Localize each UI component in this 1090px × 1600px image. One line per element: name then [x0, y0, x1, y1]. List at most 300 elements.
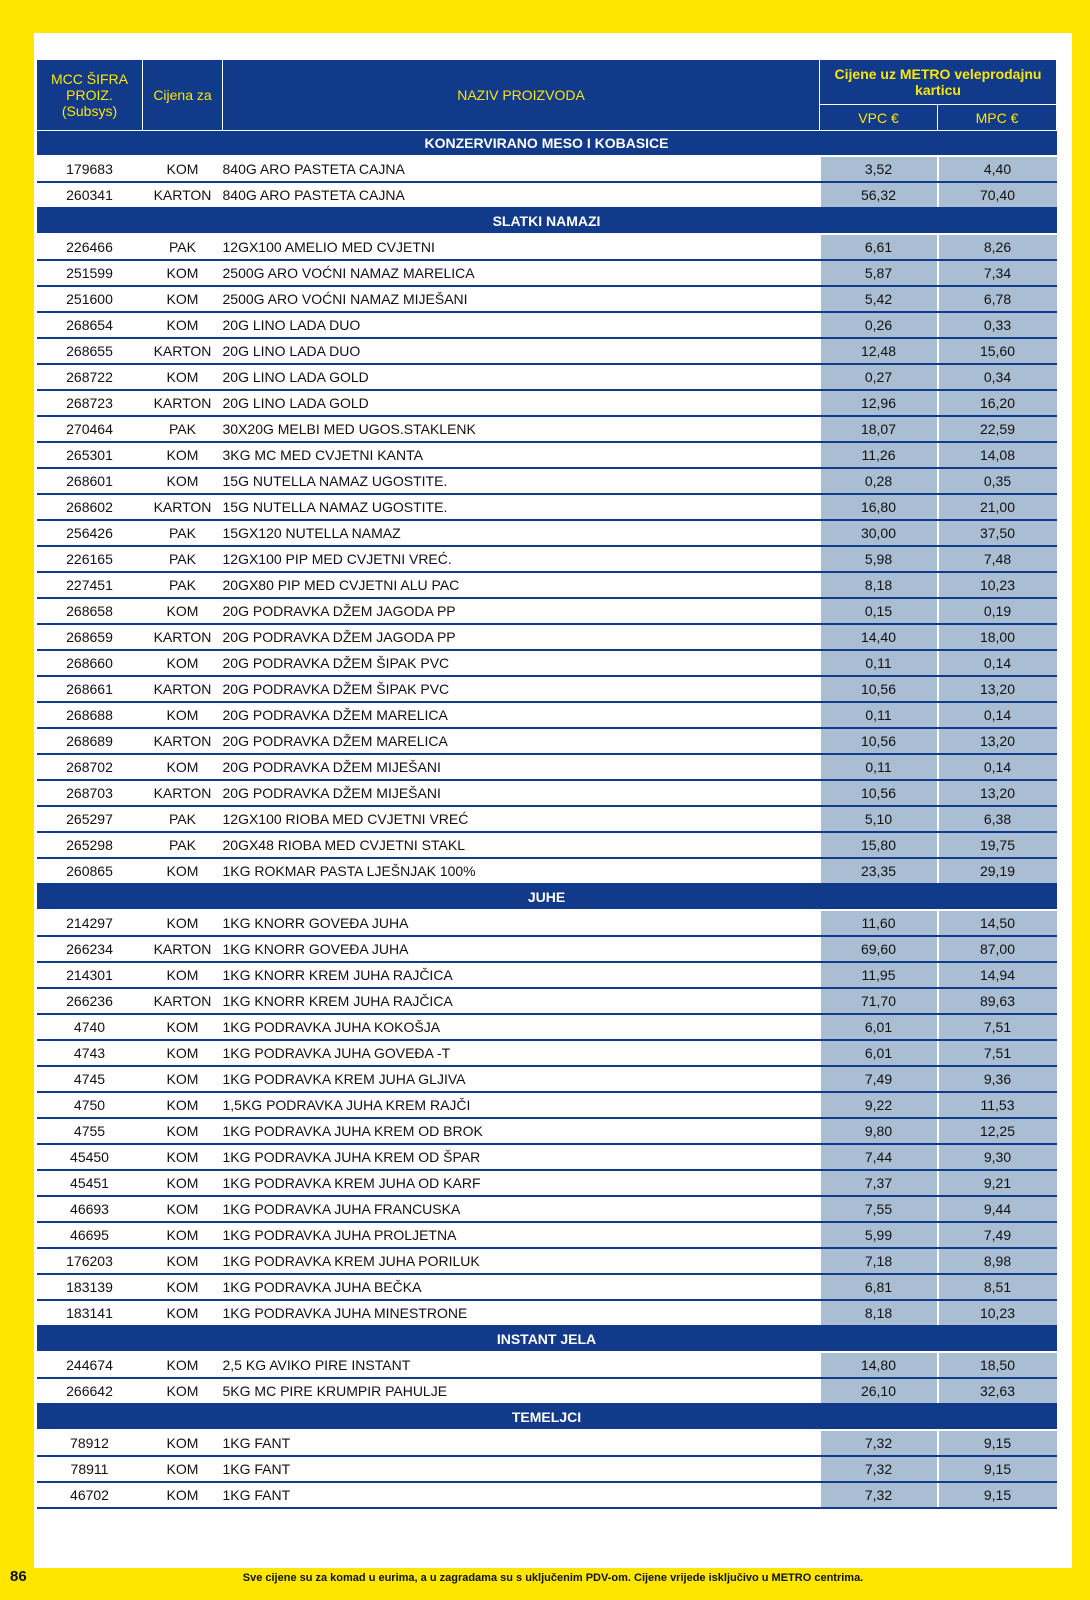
header-product-name: NAZIV PROIZVODA [223, 60, 820, 131]
price-unit: KOM [143, 1430, 223, 1456]
price-mpc: 9,21 [938, 1170, 1057, 1196]
product-name: 1KG PODRAVKA JUHA MINESTRONE [223, 1300, 820, 1326]
header-vpc: VPC € [820, 105, 938, 131]
product-name: 1KG PODRAVKA KREM JUHA GLJIVA [223, 1066, 820, 1092]
product-code: 4755 [37, 1118, 143, 1144]
product-name: 15G NUTELLA NAMAZ UGOSTITE. [223, 468, 820, 494]
product-code: 256426 [37, 520, 143, 546]
price-unit: KOM [143, 1274, 223, 1300]
table-row [37, 832, 1057, 858]
price-vpc: 0,11 [820, 650, 938, 676]
section-header [37, 131, 1057, 157]
price-vpc: 7,32 [820, 1482, 938, 1508]
price-vpc: 11,95 [820, 962, 938, 988]
price-unit: KOM [143, 1040, 223, 1066]
table-row [37, 936, 1057, 962]
header-code: MCC ŠIFRA PROIZ. (Subsys) [37, 60, 143, 131]
section-title: INSTANT JELA [37, 1326, 1057, 1352]
price-unit: PAK [143, 416, 223, 442]
product-code: 268659 [37, 624, 143, 650]
product-code: 268602 [37, 494, 143, 520]
table-row [37, 390, 1057, 416]
header-mpc: MPC € [938, 105, 1057, 131]
section-title: KONZERVIRANO MESO I KOBASICE [37, 131, 1057, 157]
price-unit: PAK [143, 234, 223, 260]
price-mpc: 9,15 [938, 1482, 1057, 1508]
product-code: 46695 [37, 1222, 143, 1248]
price-vpc: 18,07 [820, 416, 938, 442]
price-vpc: 5,87 [820, 260, 938, 286]
price-unit: KARTON [143, 936, 223, 962]
price-mpc: 0,34 [938, 364, 1057, 390]
product-name: 1,5KG PODRAVKA JUHA KREM RAJČI [223, 1092, 820, 1118]
section-header [37, 884, 1057, 910]
price-mpc: 11,53 [938, 1092, 1057, 1118]
product-code: 266236 [37, 988, 143, 1014]
product-code: 4743 [37, 1040, 143, 1066]
price-mpc: 0,14 [938, 702, 1057, 728]
product-code: 226466 [37, 234, 143, 260]
price-mpc: 37,50 [938, 520, 1057, 546]
table-row [37, 1300, 1057, 1326]
price-mpc: 9,36 [938, 1066, 1057, 1092]
price-unit: KARTON [143, 182, 223, 208]
price-mpc: 12,25 [938, 1118, 1057, 1144]
price-mpc: 0,14 [938, 650, 1057, 676]
price-vpc: 5,42 [820, 286, 938, 312]
price-vpc: 5,10 [820, 806, 938, 832]
table-row [37, 338, 1057, 364]
price-unit: KOM [143, 1170, 223, 1196]
price-vpc: 26,10 [820, 1378, 938, 1404]
product-code: 268702 [37, 754, 143, 780]
product-code: 45451 [37, 1170, 143, 1196]
product-name: 20G PODRAVKA DŽEM MARELICA [223, 728, 820, 754]
price-mpc: 9,44 [938, 1196, 1057, 1222]
table-row [37, 1482, 1057, 1508]
product-code: 179683 [37, 156, 143, 182]
product-name: 12GX100 RIOBA MED CVJETNI VREĆ [223, 806, 820, 832]
price-mpc: 10,23 [938, 572, 1057, 598]
header-prices: Cijene uz METRO veleprodajnu karticu [820, 60, 1057, 105]
product-code: 268703 [37, 780, 143, 806]
price-unit: KOM [143, 1196, 223, 1222]
product-code: 227451 [37, 572, 143, 598]
price-unit: KARTON [143, 988, 223, 1014]
price-unit: KOM [143, 1014, 223, 1040]
product-code: 78911 [37, 1456, 143, 1482]
price-unit: KOM [143, 260, 223, 286]
price-vpc: 10,56 [820, 676, 938, 702]
product-name: 20G LINO LADA DUO [223, 338, 820, 364]
price-vpc: 14,80 [820, 1352, 938, 1378]
product-code: 268722 [37, 364, 143, 390]
table-row [37, 780, 1057, 806]
section-header [37, 1326, 1057, 1352]
price-unit: KOM [143, 286, 223, 312]
price-vpc: 7,49 [820, 1066, 938, 1092]
price-vpc: 69,60 [820, 936, 938, 962]
product-code: 214297 [37, 910, 143, 936]
price-unit: KOM [143, 650, 223, 676]
product-name: 5KG MC PIRE KRUMPIR PAHULJE [223, 1378, 820, 1404]
price-unit: KOM [143, 1248, 223, 1274]
product-name: 1KG PODRAVKA JUHA KOKOŠJA [223, 1014, 820, 1040]
product-name: 15G NUTELLA NAMAZ UGOSTITE. [223, 494, 820, 520]
product-name: 1KG PODRAVKA JUHA KREM OD BROK [223, 1118, 820, 1144]
product-name: 1KG ROKMAR PASTA LJEŠNJAK 100% [223, 858, 820, 884]
price-vpc: 11,26 [820, 442, 938, 468]
product-code: 4745 [37, 1066, 143, 1092]
price-mpc: 14,08 [938, 442, 1057, 468]
product-name: 1KG FANT [223, 1456, 820, 1482]
section-title: SLATKI NAMAZI [37, 208, 1057, 234]
product-code: 270464 [37, 416, 143, 442]
price-unit: PAK [143, 806, 223, 832]
price-vpc: 0,26 [820, 312, 938, 338]
section-header [37, 208, 1057, 234]
table-row [37, 312, 1057, 338]
product-name: 20GX48 RIOBA MED CVJETNI STAKL [223, 832, 820, 858]
product-code: 268689 [37, 728, 143, 754]
price-unit: KOM [143, 754, 223, 780]
product-code: 251600 [37, 286, 143, 312]
price-unit: KOM [143, 1144, 223, 1170]
table-row [37, 962, 1057, 988]
price-mpc: 7,34 [938, 260, 1057, 286]
product-name: 30X20G MELBI MED UGOS.STAKLENK [223, 416, 820, 442]
price-vpc: 7,18 [820, 1248, 938, 1274]
price-mpc: 0,14 [938, 754, 1057, 780]
price-unit: KOM [143, 468, 223, 494]
product-name: 15GX120 NUTELLA NAMAZ [223, 520, 820, 546]
price-vpc: 11,60 [820, 910, 938, 936]
price-vpc: 30,00 [820, 520, 938, 546]
product-code: 268658 [37, 598, 143, 624]
table-row [37, 1092, 1057, 1118]
price-vpc: 12,48 [820, 338, 938, 364]
table-row [37, 988, 1057, 1014]
product-code: 46693 [37, 1196, 143, 1222]
price-mpc: 8,26 [938, 234, 1057, 260]
product-name: 1KG KNORR GOVEĐA JUHA [223, 910, 820, 936]
price-mpc: 15,60 [938, 338, 1057, 364]
table-row [37, 598, 1057, 624]
price-mpc: 7,49 [938, 1222, 1057, 1248]
price-vpc: 0,15 [820, 598, 938, 624]
table-row [37, 1222, 1057, 1248]
product-name: 3KG MC MED CVJETNI KANTA [223, 442, 820, 468]
price-vpc: 7,32 [820, 1430, 938, 1456]
table-row [37, 1118, 1057, 1144]
product-code: 4750 [37, 1092, 143, 1118]
table-row [37, 364, 1057, 390]
price-vpc: 15,80 [820, 832, 938, 858]
product-code: 265297 [37, 806, 143, 832]
price-unit: KOM [143, 1482, 223, 1508]
price-unit: PAK [143, 546, 223, 572]
price-vpc: 71,70 [820, 988, 938, 1014]
price-vpc: 8,18 [820, 572, 938, 598]
price-vpc: 5,98 [820, 546, 938, 572]
product-code: 268601 [37, 468, 143, 494]
price-mpc: 10,23 [938, 1300, 1057, 1326]
price-mpc: 13,20 [938, 676, 1057, 702]
table-row [37, 702, 1057, 728]
product-code: 268661 [37, 676, 143, 702]
page-number: 86 [10, 1568, 27, 1585]
header-unit: Cijena za [143, 60, 223, 131]
table-row [37, 1040, 1057, 1066]
footer-note: Sve cijene su za komad u eurima, a u zagradama su s uključenim PDV-om. Cijene vrijede isključivo u METRO centrima. [242, 1572, 864, 1584]
price-vpc: 6,81 [820, 1274, 938, 1300]
section-title: TEMELJCI [37, 1404, 1057, 1430]
product-name: 1KG KNORR KREM JUHA RAJČICA [223, 988, 820, 1014]
product-name: 20G PODRAVKA DŽEM MIJEŠANI [223, 780, 820, 806]
price-unit: KARTON [143, 338, 223, 364]
table-row [37, 1456, 1057, 1482]
price-unit: KOM [143, 1066, 223, 1092]
product-name: 1KG PODRAVKA JUHA KREM OD ŠPAR [223, 1144, 820, 1170]
price-unit: KOM [143, 1300, 223, 1326]
price-vpc: 0,28 [820, 468, 938, 494]
product-code: 265301 [37, 442, 143, 468]
product-code: 46702 [37, 1482, 143, 1508]
table-row [37, 910, 1057, 936]
price-mpc: 21,00 [938, 494, 1057, 520]
table-row [37, 728, 1057, 754]
table-row [37, 286, 1057, 312]
product-name: 12GX100 PIP MED CVJETNI VREĆ. [223, 546, 820, 572]
table-row [37, 520, 1057, 546]
price-mpc: 7,51 [938, 1014, 1057, 1040]
price-vpc: 0,27 [820, 364, 938, 390]
price-mpc: 19,75 [938, 832, 1057, 858]
price-vpc: 7,55 [820, 1196, 938, 1222]
price-unit: KOM [143, 1092, 223, 1118]
product-code: 268654 [37, 312, 143, 338]
product-name: 1KG PODRAVKA KREM JUHA PORILUK [223, 1248, 820, 1274]
price-unit: KOM [143, 910, 223, 936]
product-code: 176203 [37, 1248, 143, 1274]
product-code: 268688 [37, 702, 143, 728]
product-code: 266234 [37, 936, 143, 962]
price-unit: PAK [143, 832, 223, 858]
product-name: 20GX80 PIP MED CVJETNI ALU PAC [223, 572, 820, 598]
price-unit: KOM [143, 1222, 223, 1248]
product-code: 214301 [37, 962, 143, 988]
table-row [37, 182, 1057, 208]
price-unit: KOM [143, 1118, 223, 1144]
product-name: 1KG PODRAVKA JUHA GOVEĐA -T [223, 1040, 820, 1066]
price-unit: PAK [143, 572, 223, 598]
product-code: 78912 [37, 1430, 143, 1456]
product-code: 268655 [37, 338, 143, 364]
price-mpc: 16,20 [938, 390, 1057, 416]
price-vpc: 9,80 [820, 1118, 938, 1144]
price-vpc: 0,11 [820, 754, 938, 780]
price-mpc: 22,59 [938, 416, 1057, 442]
table-row [37, 1066, 1057, 1092]
price-vpc: 7,37 [820, 1170, 938, 1196]
table-row [37, 650, 1057, 676]
price-vpc: 14,40 [820, 624, 938, 650]
product-code: 268723 [37, 390, 143, 416]
product-name: 840G ARO PASTETA CAJNA [223, 182, 820, 208]
price-unit: KOM [143, 442, 223, 468]
table-row [37, 858, 1057, 884]
price-vpc: 56,32 [820, 182, 938, 208]
product-name: 1KG PODRAVKA JUHA BEČKA [223, 1274, 820, 1300]
table-row [37, 572, 1057, 598]
price-unit: KOM [143, 598, 223, 624]
product-code: 268660 [37, 650, 143, 676]
price-mpc: 7,48 [938, 546, 1057, 572]
price-mpc: 14,50 [938, 910, 1057, 936]
price-mpc: 87,00 [938, 936, 1057, 962]
price-unit: KARTON [143, 390, 223, 416]
product-name: 2500G ARO VOĆNI NAMAZ MARELICA [223, 260, 820, 286]
price-mpc: 9,15 [938, 1430, 1057, 1456]
price-vpc: 16,80 [820, 494, 938, 520]
table-row [37, 1170, 1057, 1196]
price-mpc: 0,19 [938, 598, 1057, 624]
price-unit: KOM [143, 1456, 223, 1482]
price-mpc: 4,40 [938, 156, 1057, 182]
price-mpc: 13,20 [938, 728, 1057, 754]
price-mpc: 32,63 [938, 1378, 1057, 1404]
product-code: 4740 [37, 1014, 143, 1040]
product-code: 260865 [37, 858, 143, 884]
price-mpc: 7,51 [938, 1040, 1057, 1066]
price-vpc: 6,01 [820, 1014, 938, 1040]
table-row [37, 1274, 1057, 1300]
price-vpc: 3,52 [820, 156, 938, 182]
product-code: 244674 [37, 1352, 143, 1378]
table-row [37, 806, 1057, 832]
table-row [37, 156, 1057, 182]
table-row [37, 1352, 1057, 1378]
price-vpc: 10,56 [820, 780, 938, 806]
product-code: 266642 [37, 1378, 143, 1404]
price-mpc: 14,94 [938, 962, 1057, 988]
product-name: 1KG PODRAVKA JUHA PROLJETNA [223, 1222, 820, 1248]
price-unit: KOM [143, 156, 223, 182]
price-mpc: 18,50 [938, 1352, 1057, 1378]
table-row [37, 1014, 1057, 1040]
price-unit: KARTON [143, 728, 223, 754]
product-name: 1KG KNORR GOVEĐA JUHA [223, 936, 820, 962]
table-row [37, 1196, 1057, 1222]
product-name: 1KG PODRAVKA JUHA FRANCUSKA [223, 1196, 820, 1222]
product-code: 265298 [37, 832, 143, 858]
price-mpc: 0,33 [938, 312, 1057, 338]
product-name: 1KG FANT [223, 1430, 820, 1456]
table-row [37, 416, 1057, 442]
product-code: 45450 [37, 1144, 143, 1170]
price-mpc: 8,98 [938, 1248, 1057, 1274]
table-row [37, 1144, 1057, 1170]
price-unit: PAK [143, 520, 223, 546]
price-unit: KOM [143, 364, 223, 390]
price-unit: KOM [143, 1352, 223, 1378]
table-row [37, 468, 1057, 494]
product-name: 1KG KNORR KREM JUHA RAJČICA [223, 962, 820, 988]
price-vpc: 12,96 [820, 390, 938, 416]
price-vpc: 7,32 [820, 1456, 938, 1482]
price-mpc: 0,35 [938, 468, 1057, 494]
price-mpc: 9,15 [938, 1456, 1057, 1482]
table-row [37, 1248, 1057, 1274]
product-name: 840G ARO PASTETA CAJNA [223, 156, 820, 182]
product-name: 20G PODRAVKA DŽEM MIJEŠANI [223, 754, 820, 780]
product-name: 20G PODRAVKA DŽEM MARELICA [223, 702, 820, 728]
product-code: 260341 [37, 182, 143, 208]
price-vpc: 0,11 [820, 702, 938, 728]
price-unit: KOM [143, 962, 223, 988]
price-mpc: 70,40 [938, 182, 1057, 208]
price-mpc: 8,51 [938, 1274, 1057, 1300]
product-name: 20G LINO LADA GOLD [223, 390, 820, 416]
table-row [37, 1430, 1057, 1456]
table-row [37, 494, 1057, 520]
price-unit: KOM [143, 312, 223, 338]
price-vpc: 9,22 [820, 1092, 938, 1118]
table-row [37, 442, 1057, 468]
price-unit: KARTON [143, 624, 223, 650]
price-unit: KARTON [143, 494, 223, 520]
price-unit: KOM [143, 858, 223, 884]
product-code: 183141 [37, 1300, 143, 1326]
table-row [37, 234, 1057, 260]
price-mpc: 13,20 [938, 780, 1057, 806]
price-mpc: 29,19 [938, 858, 1057, 884]
price-vpc: 6,61 [820, 234, 938, 260]
product-name: 12GX100 AMELIO MED CVJETNI [223, 234, 820, 260]
price-vpc: 7,44 [820, 1144, 938, 1170]
table-row [37, 260, 1057, 286]
product-name: 20G LINO LADA GOLD [223, 364, 820, 390]
price-unit: KARTON [143, 780, 223, 806]
table-row [37, 754, 1057, 780]
price-vpc: 10,56 [820, 728, 938, 754]
product-name: 20G PODRAVKA DŽEM JAGODA PP [223, 624, 820, 650]
price-mpc: 9,30 [938, 1144, 1057, 1170]
price-vpc: 5,99 [820, 1222, 938, 1248]
table-row [37, 676, 1057, 702]
product-name: 20G PODRAVKA DŽEM JAGODA PP [223, 598, 820, 624]
price-table [36, 59, 1057, 1509]
product-code: 226165 [37, 546, 143, 572]
section-title: JUHE [37, 884, 1057, 910]
price-unit: KARTON [143, 676, 223, 702]
product-name: 20G PODRAVKA DŽEM ŠIPAK PVC [223, 676, 820, 702]
price-vpc: 8,18 [820, 1300, 938, 1326]
price-vpc: 23,35 [820, 858, 938, 884]
price-unit: KOM [143, 1378, 223, 1404]
product-name: 1KG FANT [223, 1482, 820, 1508]
product-code: 183139 [37, 1274, 143, 1300]
product-name: 1KG PODRAVKA KREM JUHA OD KARF [223, 1170, 820, 1196]
table-body [37, 131, 1057, 1509]
price-mpc: 6,38 [938, 806, 1057, 832]
product-code: 251599 [37, 260, 143, 286]
price-mpc: 18,00 [938, 624, 1057, 650]
table-row [37, 624, 1057, 650]
table-row [37, 1378, 1057, 1404]
price-vpc: 6,01 [820, 1040, 938, 1066]
product-name: 2,5 KG AVIKO PIRE INSTANT [223, 1352, 820, 1378]
